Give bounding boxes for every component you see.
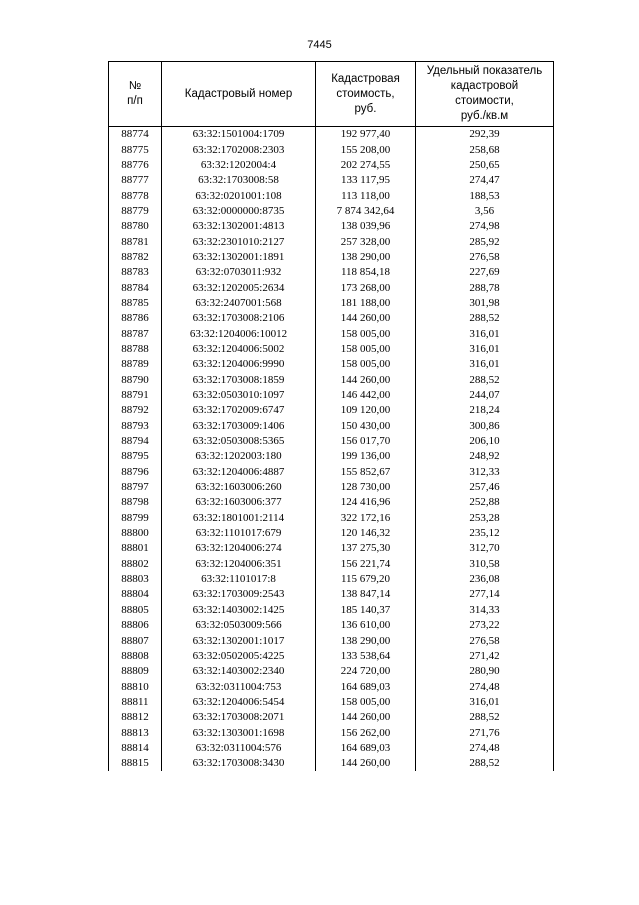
specific-value: 288,52 <box>416 710 554 725</box>
table-row <box>109 326 554 341</box>
table-row <box>109 219 554 234</box>
row-number: 88811 <box>109 695 162 710</box>
table-row <box>109 296 554 311</box>
table-row <box>109 557 554 572</box>
specific-value: 292,39 <box>416 127 554 143</box>
row-number: 88807 <box>109 633 162 648</box>
specific-value: 276,58 <box>416 633 554 648</box>
row-number: 88809 <box>109 664 162 679</box>
specific-value: 252,88 <box>416 495 554 510</box>
cadastral-number: 63:32:2301010:2127 <box>162 234 316 249</box>
cadastral-number: 63:32:1204006:5454 <box>162 695 316 710</box>
specific-value: 310,58 <box>416 557 554 572</box>
specific-value: 236,08 <box>416 572 554 587</box>
cadastral-value: 113 118,00 <box>316 188 416 203</box>
table-row <box>109 142 554 157</box>
cadastral-value: 156 262,00 <box>316 725 416 740</box>
table-row <box>109 342 554 357</box>
header-number <box>109 62 162 127</box>
specific-value: 312,70 <box>416 541 554 556</box>
header-specific-value <box>416 62 554 127</box>
cadastral-value: 158 005,00 <box>316 357 416 372</box>
row-number: 88778 <box>109 188 162 203</box>
header-line: стоимости, <box>455 95 514 107</box>
table-row <box>109 373 554 388</box>
cadastral-number: 63:32:1101017:8 <box>162 572 316 587</box>
table-row <box>109 679 554 694</box>
row-number: 88788 <box>109 342 162 357</box>
cadastral-value: 144 260,00 <box>316 373 416 388</box>
specific-value: 227,69 <box>416 265 554 280</box>
cadastral-value: 144 260,00 <box>316 756 416 771</box>
cadastral-number: 63:32:1204006:10012 <box>162 326 316 341</box>
cadastral-value: 150 430,00 <box>316 419 416 434</box>
row-number: 88790 <box>109 373 162 388</box>
cadastral-number: 63:32:1204006:5002 <box>162 342 316 357</box>
cadastral-number: 63:32:1204006:9990 <box>162 357 316 372</box>
cadastral-number: 63:32:1202003:180 <box>162 449 316 464</box>
specific-value: 300,86 <box>416 419 554 434</box>
cadastral-value: 115 679,20 <box>316 572 416 587</box>
table-row <box>109 234 554 249</box>
cadastral-number: 63:32:0311004:576 <box>162 741 316 756</box>
cadastral-value: 185 140,37 <box>316 603 416 618</box>
cadastral-number: 63:32:1302001:4813 <box>162 219 316 234</box>
specific-value: 274,98 <box>416 219 554 234</box>
specific-value: 312,33 <box>416 465 554 480</box>
row-number: 88810 <box>109 679 162 694</box>
row-number: 88777 <box>109 173 162 188</box>
cadastral-number: 63:32:0503010:1097 <box>162 388 316 403</box>
specific-value: 271,42 <box>416 649 554 664</box>
row-number: 88812 <box>109 710 162 725</box>
row-number: 88775 <box>109 142 162 157</box>
cadastral-value: 158 005,00 <box>316 695 416 710</box>
specific-value: 288,52 <box>416 373 554 388</box>
table-row <box>109 311 554 326</box>
row-number: 88813 <box>109 725 162 740</box>
specific-value: 3,56 <box>416 204 554 219</box>
row-number: 88787 <box>109 326 162 341</box>
header-line: стоимость, <box>336 87 395 100</box>
table-row <box>109 419 554 434</box>
table-row <box>109 127 554 143</box>
cadastral-number: 63:32:1703008:3430 <box>162 756 316 771</box>
table-row <box>109 756 554 771</box>
cadastral-number: 63:32:1302001:1017 <box>162 633 316 648</box>
cadastral-number: 63:32:2407001:568 <box>162 296 316 311</box>
row-number: 88794 <box>109 434 162 449</box>
cadastral-number: 63:32:1703008:1859 <box>162 373 316 388</box>
table-row <box>109 572 554 587</box>
table-body <box>109 127 554 772</box>
table-row <box>109 741 554 756</box>
cadastral-number: 63:32:1101017:679 <box>162 526 316 541</box>
specific-value: 273,22 <box>416 618 554 633</box>
cadastral-number: 63:32:1703009:1406 <box>162 419 316 434</box>
specific-value: 277,14 <box>416 587 554 602</box>
header-line: руб./кв.м <box>460 110 509 122</box>
table-row <box>109 541 554 556</box>
cadastral-number: 63:32:0201001:108 <box>162 188 316 203</box>
header-line: п/п <box>127 95 143 107</box>
specific-value: 280,90 <box>416 664 554 679</box>
table-row <box>109 710 554 725</box>
specific-value: 248,92 <box>416 449 554 464</box>
cadastral-number: 63:32:1703008:2106 <box>162 311 316 326</box>
row-number: 88796 <box>109 465 162 480</box>
specific-value: 288,52 <box>416 311 554 326</box>
table-row <box>109 250 554 265</box>
cadastral-number: 63:32:1302001:1891 <box>162 250 316 265</box>
specific-value: 274,48 <box>416 679 554 694</box>
row-number: 88815 <box>109 756 162 771</box>
cadastral-value: 109 120,00 <box>316 403 416 418</box>
table-row <box>109 664 554 679</box>
specific-value: 301,98 <box>416 296 554 311</box>
row-number: 88797 <box>109 480 162 495</box>
cadastral-number: 63:32:0502005:4225 <box>162 649 316 664</box>
cadastral-number: 63:32:1603006:260 <box>162 480 316 495</box>
row-number: 88776 <box>109 158 162 173</box>
table-row <box>109 357 554 372</box>
cadastral-value: 164 689,03 <box>316 741 416 756</box>
cadastral-value: 118 854,18 <box>316 265 416 280</box>
cadastral-number: 63:32:1403002:2340 <box>162 664 316 679</box>
row-number: 88793 <box>109 419 162 434</box>
cadastral-value: 133 117,95 <box>316 173 416 188</box>
row-number: 88808 <box>109 649 162 664</box>
row-number: 88780 <box>109 219 162 234</box>
table-row <box>109 649 554 664</box>
cadastral-value: 138 290,00 <box>316 633 416 648</box>
row-number: 88804 <box>109 587 162 602</box>
row-number: 88783 <box>109 265 162 280</box>
cadastral-number: 63:32:1703008:58 <box>162 173 316 188</box>
row-number: 88789 <box>109 357 162 372</box>
specific-value: 244,07 <box>416 388 554 403</box>
cadastral-value: 138 847,14 <box>316 587 416 602</box>
table-row <box>109 158 554 173</box>
specific-value: 258,68 <box>416 142 554 157</box>
row-number: 88802 <box>109 557 162 572</box>
specific-value: 276,58 <box>416 250 554 265</box>
header-line: Кадастровый номер <box>184 87 293 100</box>
header-cadastral-number <box>162 62 316 127</box>
cadastral-value: 137 275,30 <box>316 541 416 556</box>
cadastral-value: 124 416,96 <box>316 495 416 510</box>
table-row <box>109 495 554 510</box>
table-row <box>109 173 554 188</box>
cadastral-value: 156 017,70 <box>316 434 416 449</box>
row-number: 88785 <box>109 296 162 311</box>
table-row <box>109 618 554 633</box>
cadastral-value: 202 274,55 <box>316 158 416 173</box>
cadastral-number: 63:32:1204006:351 <box>162 557 316 572</box>
cadastral-number: 63:32:1501004:1709 <box>162 127 316 143</box>
header-cadastral-value <box>316 62 416 127</box>
cadastral-number: 63:32:0503009:566 <box>162 618 316 633</box>
table-row <box>109 480 554 495</box>
table-row <box>109 204 554 219</box>
row-number: 88814 <box>109 741 162 756</box>
cadastral-number: 63:32:0000000:8735 <box>162 204 316 219</box>
table-row <box>109 695 554 710</box>
table-row <box>109 511 554 526</box>
row-number: 88806 <box>109 618 162 633</box>
table-row <box>109 403 554 418</box>
cadastral-value: 138 039,96 <box>316 219 416 234</box>
row-number: 88782 <box>109 250 162 265</box>
table-header-row <box>109 62 554 127</box>
cadastral-value: 257 328,00 <box>316 234 416 249</box>
specific-value: 250,65 <box>416 158 554 173</box>
specific-value: 285,92 <box>416 234 554 249</box>
specific-value: 253,28 <box>416 511 554 526</box>
header-line: кадастровой <box>450 80 519 92</box>
cadastral-value: 164 689,03 <box>316 679 416 694</box>
cadastral-value: 136 610,00 <box>316 618 416 633</box>
specific-value: 316,01 <box>416 326 554 341</box>
cadastral-value: 224 720,00 <box>316 664 416 679</box>
table-row <box>109 725 554 740</box>
table-row <box>109 633 554 648</box>
specific-value: 271,76 <box>416 725 554 740</box>
specific-value: 257,46 <box>416 480 554 495</box>
row-number: 88803 <box>109 572 162 587</box>
row-number: 88801 <box>109 541 162 556</box>
row-number: 88784 <box>109 280 162 295</box>
row-number: 88799 <box>109 511 162 526</box>
table-row <box>109 280 554 295</box>
cadastral-number: 63:32:0503008:5365 <box>162 434 316 449</box>
specific-value: 274,48 <box>416 741 554 756</box>
cadastral-value: 155 208,00 <box>316 142 416 157</box>
row-number: 88805 <box>109 603 162 618</box>
cadastral-value: 158 005,00 <box>316 326 416 341</box>
cadastral-number: 63:32:1202004:4 <box>162 158 316 173</box>
cadastral-value: 128 730,00 <box>316 480 416 495</box>
cadastral-number: 63:32:1403002:1425 <box>162 603 316 618</box>
row-number: 88781 <box>109 234 162 249</box>
row-number: 88774 <box>109 127 162 143</box>
cadastral-value: 146 442,00 <box>316 388 416 403</box>
cadastral-number: 63:32:1702009:6747 <box>162 403 316 418</box>
row-number: 88791 <box>109 388 162 403</box>
specific-value: 188,53 <box>416 188 554 203</box>
cadastral-value: 192 977,40 <box>316 127 416 143</box>
header-line: Удельный показатель <box>426 65 543 77</box>
cadastral-value: 181 188,00 <box>316 296 416 311</box>
cadastral-table <box>108 61 554 771</box>
table-row <box>109 449 554 464</box>
cadastral-value: 156 221,74 <box>316 557 416 572</box>
cadastral-value: 133 538,64 <box>316 649 416 664</box>
table-row <box>109 188 554 203</box>
specific-value: 316,01 <box>416 695 554 710</box>
specific-value: 316,01 <box>416 342 554 357</box>
cadastral-value: 199 136,00 <box>316 449 416 464</box>
cadastral-number: 63:32:1204006:4887 <box>162 465 316 480</box>
table-row <box>109 434 554 449</box>
table-row <box>109 265 554 280</box>
cadastral-number: 63:32:1603006:377 <box>162 495 316 510</box>
specific-value: 316,01 <box>416 357 554 372</box>
row-number: 88779 <box>109 204 162 219</box>
cadastral-value: 144 260,00 <box>316 710 416 725</box>
cadastral-number: 63:32:1303001:1698 <box>162 725 316 740</box>
cadastral-value: 144 260,00 <box>316 311 416 326</box>
header-line: № <box>128 80 142 92</box>
cadastral-value: 120 146,32 <box>316 526 416 541</box>
cadastral-number: 63:32:1702008:2303 <box>162 142 316 157</box>
specific-value: 235,12 <box>416 526 554 541</box>
specific-value: 314,33 <box>416 603 554 618</box>
specific-value: 274,47 <box>416 173 554 188</box>
cadastral-number: 63:32:0311004:753 <box>162 679 316 694</box>
table-row <box>109 526 554 541</box>
cadastral-number: 63:32:1801001:2114 <box>162 511 316 526</box>
row-number: 88798 <box>109 495 162 510</box>
cadastral-value: 322 172,16 <box>316 511 416 526</box>
row-number: 88786 <box>109 311 162 326</box>
cadastral-value: 138 290,00 <box>316 250 416 265</box>
table-row <box>109 603 554 618</box>
cadastral-value: 155 852,67 <box>316 465 416 480</box>
specific-value: 218,24 <box>416 403 554 418</box>
cadastral-number: 63:32:1202005:2634 <box>162 280 316 295</box>
header-line: руб. <box>354 102 377 115</box>
cadastral-number: 63:32:0703011:932 <box>162 265 316 280</box>
cadastral-number: 63:32:1703009:2543 <box>162 587 316 602</box>
table-row <box>109 465 554 480</box>
row-number: 88792 <box>109 403 162 418</box>
cadastral-value: 173 268,00 <box>316 280 416 295</box>
cadastral-number: 63:32:1204006:274 <box>162 541 316 556</box>
table-row <box>109 388 554 403</box>
cadastral-number: 63:32:1703008:2071 <box>162 710 316 725</box>
specific-value: 288,52 <box>416 756 554 771</box>
table-row <box>109 587 554 602</box>
header-line: Кадастровая <box>331 72 400 85</box>
cadastral-value: 158 005,00 <box>316 342 416 357</box>
page-number: 7445 <box>307 39 332 51</box>
specific-value: 288,78 <box>416 280 554 295</box>
row-number: 88800 <box>109 526 162 541</box>
specific-value: 206,10 <box>416 434 554 449</box>
row-number: 88795 <box>109 449 162 464</box>
cadastral-value: 7 874 342,64 <box>316 204 416 219</box>
